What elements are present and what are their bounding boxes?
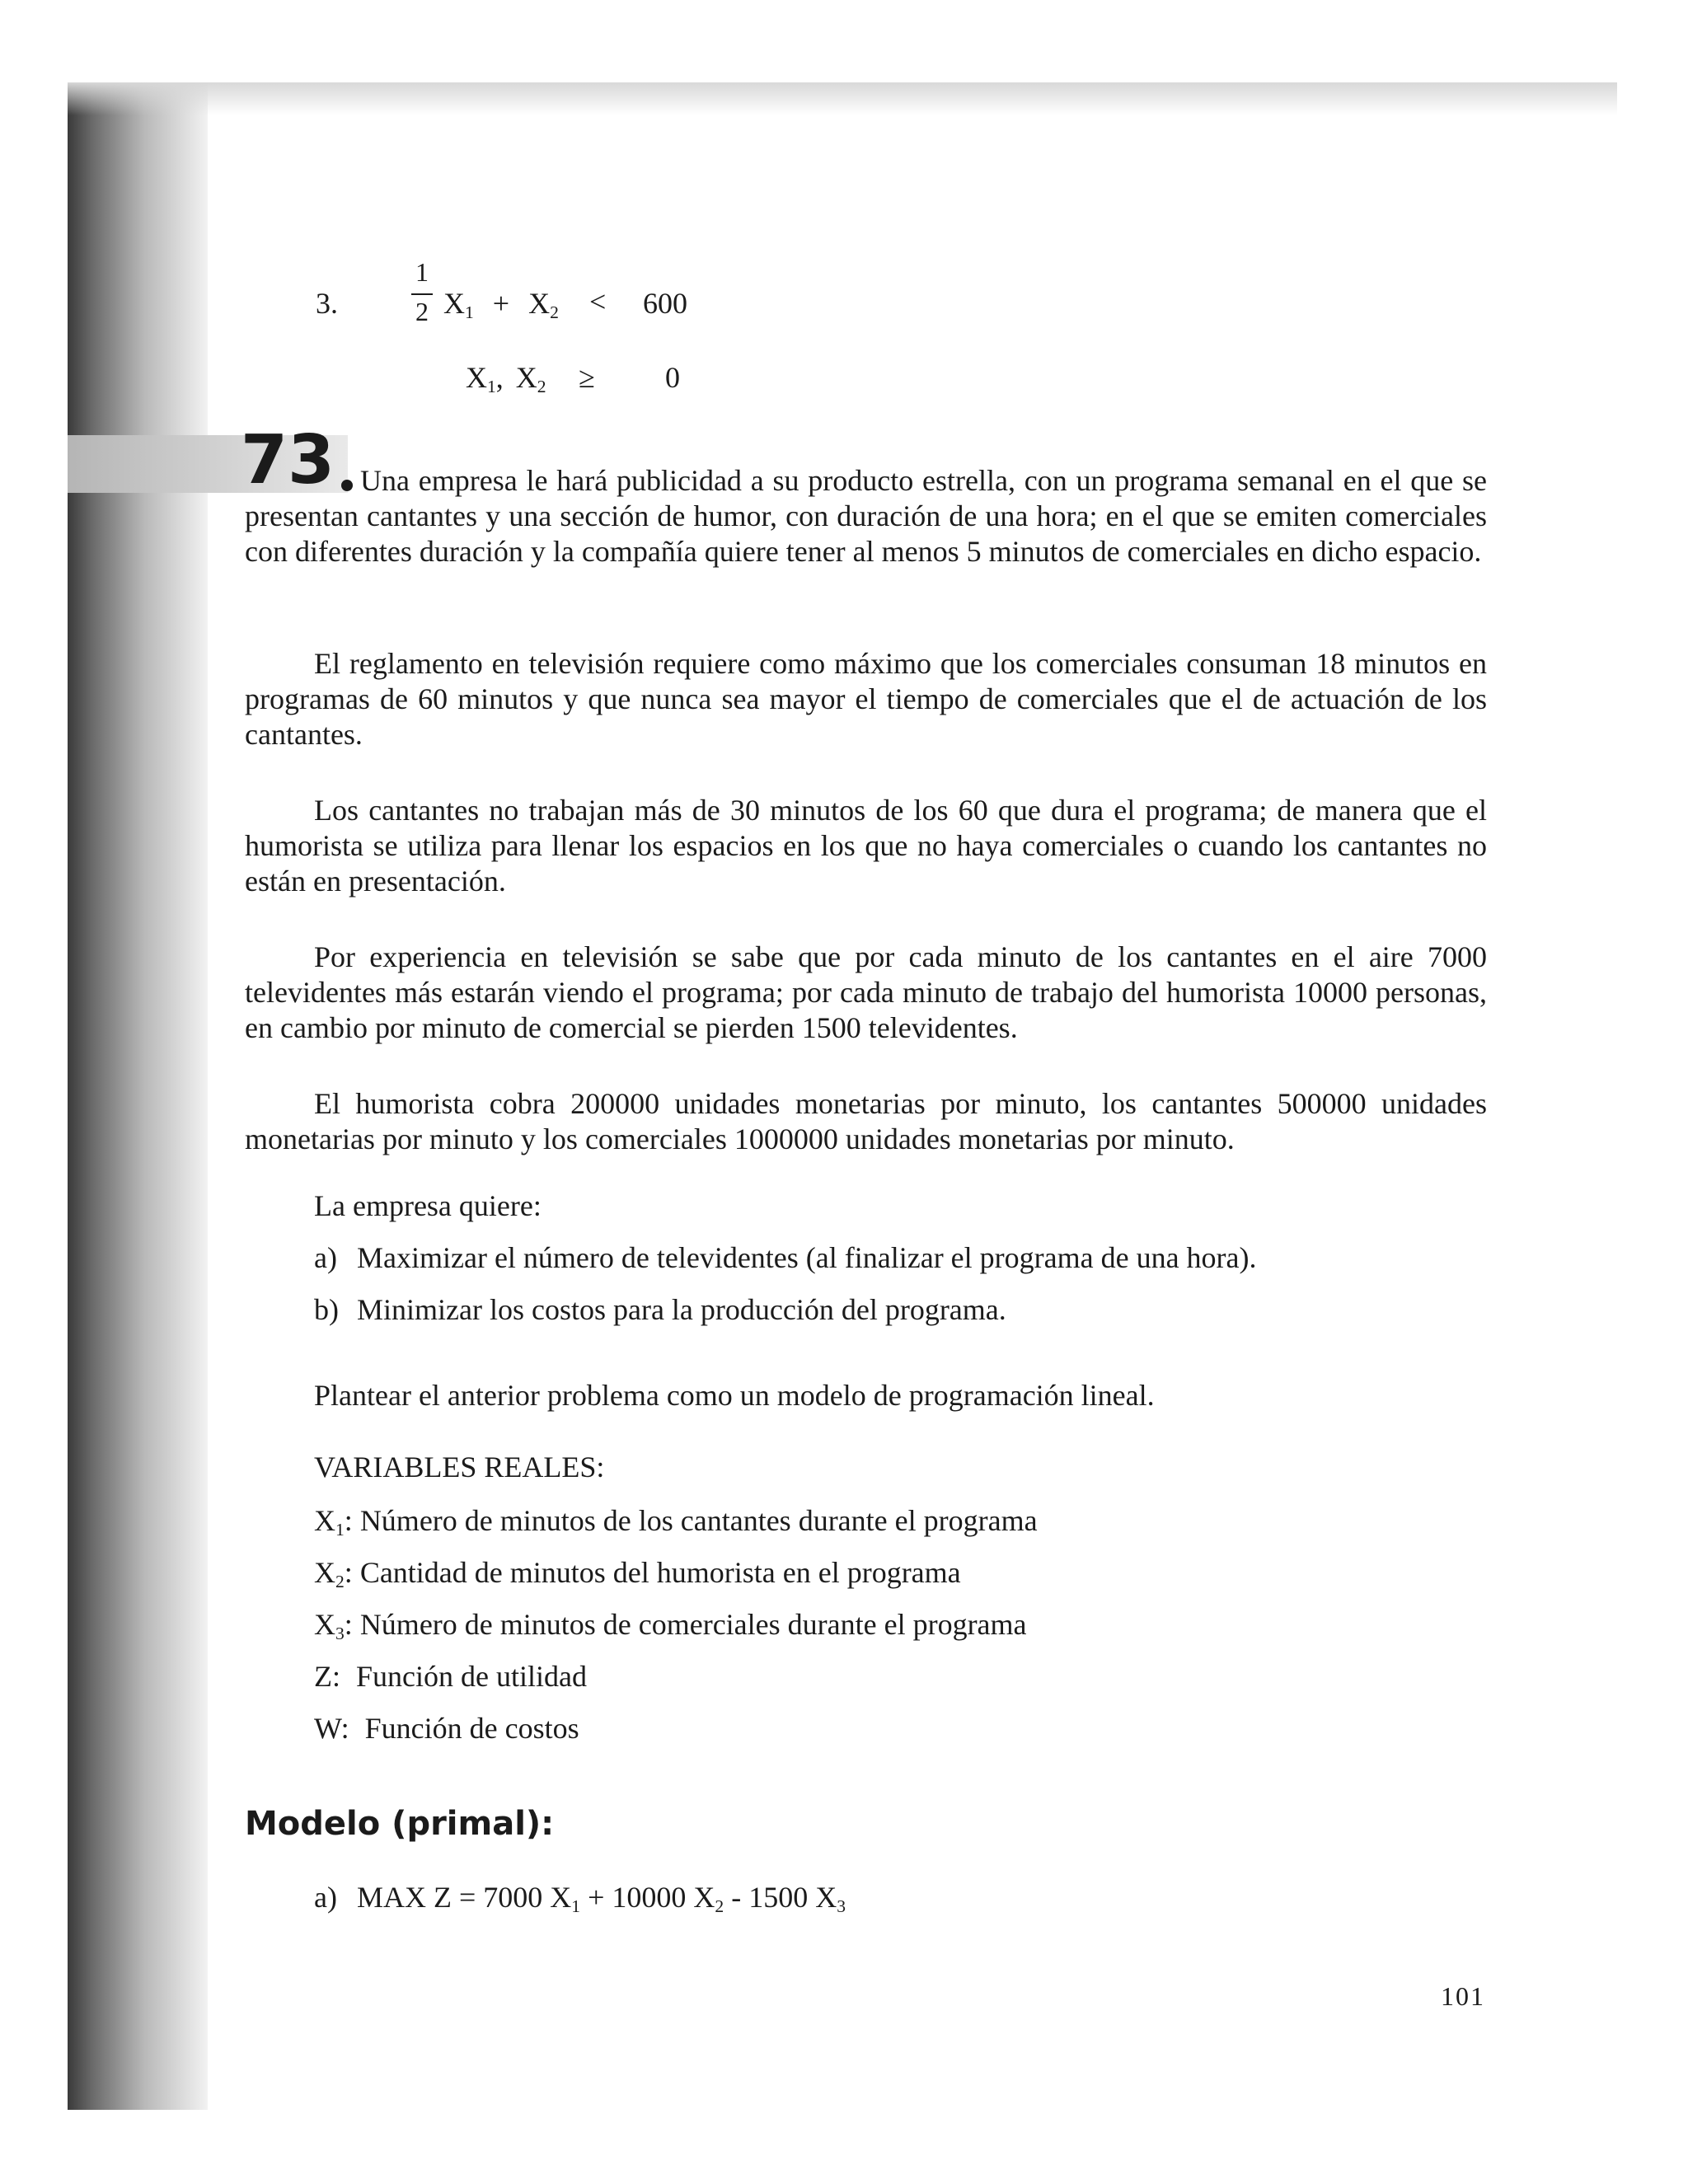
variable-x3: $X_3$: Número de minutos de comerciales durante el programa [314, 1608, 1027, 1643]
variable-x2: $X_2$: Cantidad de minutos del humorista en el programa [314, 1556, 961, 1591]
problem-paragraph-3: Los cantantes no trabajan más de 30 minutos de los 60 que dura el programa; de manera que el humorista se utiliza para llenar los espacios en los que no haya comerciales o cuando los cantantes no están en presentación. [245, 794, 1487, 898]
instruction: Plantear el anterior problema como un modelo de programación lineal. [314, 1379, 1155, 1412]
item-number: 3. [316, 287, 338, 320]
goal-b-text: Minimizar los costos para la producción del programa. [357, 1293, 1006, 1326]
constraint-1-rhs: 600 [643, 287, 687, 320]
variable-w: W: Función de costos [314, 1712, 579, 1745]
objective-function: MAX Z = 7000 $X_1 + 10000$ $X_2 - 1500$ $X_3$ [357, 1881, 846, 1916]
goal-a-letter: a) [314, 1241, 337, 1274]
problem-number: 73 [241, 421, 335, 499]
wants-intro: La empresa quiere: [314, 1189, 542, 1222]
variable-z: Z: Función de utilidad [314, 1660, 587, 1693]
constraint-1-operator: < [589, 285, 607, 318]
problem-paragraph-1: Una empresa le hará publicidad a su producto estrella, con un programa semanal en el que se presentan cantantes y una sección de humor, con duración de una hora; en el que se emiten comerciales con diferentes duración y la compañía quiere tener al menos 5 minutos de comerciales en dicho espacio. [245, 464, 1487, 568]
constraint-2-operator: ≥ [579, 361, 595, 394]
page-number: 101 [1441, 1981, 1485, 2011]
objective-a-letter: a) [314, 1881, 337, 1914]
goal-a-text: Maximizar el número de televidentes (al finalizar el programa de una hora). [357, 1241, 1257, 1274]
fraction-bar [411, 293, 433, 295]
fraction-denominator: 2 [415, 297, 429, 326]
constraint-1-lhs: $X_1 + X_2$ [443, 287, 559, 322]
variable-x1: $X_1$: Número de minutos de los cantantes durante el programa [314, 1504, 1038, 1540]
problem-paragraph-5: El humorista cobra 200000 unidades monetarias por minuto, los cantantes 500000 unidades monetarias por minuto y los comerciales 1000000 unidades monetarias por minuto. [245, 1087, 1487, 1155]
constraint-2-lhs: $X_1$, $X_2$ [466, 361, 546, 396]
goal-b-letter: b) [314, 1293, 339, 1326]
model-heading: Modelo (primal): [245, 1805, 555, 1843]
fraction-numerator: 1 [415, 257, 429, 287]
variables-heading: VARIABLES REALES: [314, 1451, 605, 1483]
constraint-2-rhs: 0 [665, 361, 680, 394]
problem-paragraph-2: El reglamento en televisión requiere como máximo que los comerciales consuman 18 minutos en programas de 60 minutos y que nunca sea mayor el tiempo de comerciales que el de actuación de los cantantes. [245, 647, 1487, 751]
problem-paragraph-4: Por experiencia en televisión se sabe que por cada minuto de los cantantes en el aire 7000 televidentes más estarán viendo el programa; por cada minuto de trabajo del humorista 10000 personas, en cambio por minuto de comercial se pierden 1500 televidentes. [245, 940, 1487, 1044]
